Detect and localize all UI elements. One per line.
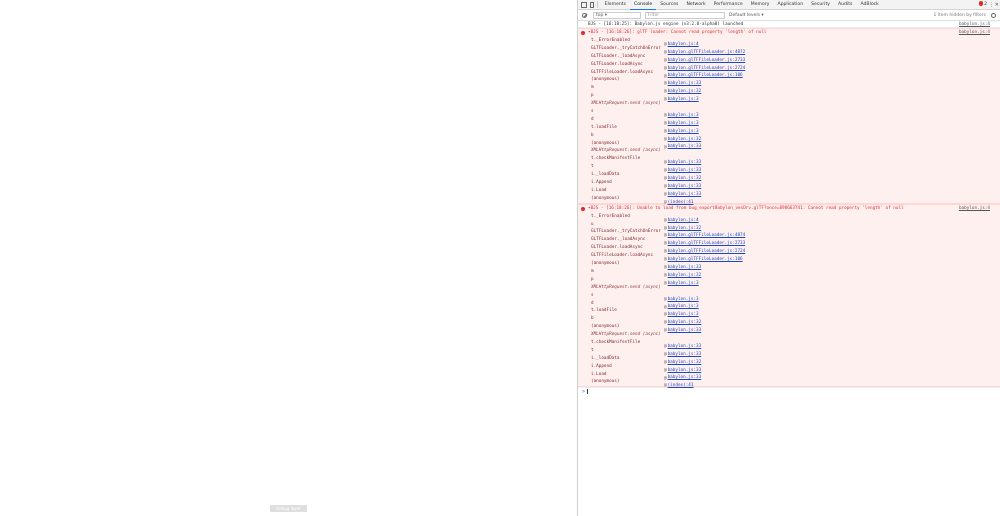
context-selector[interactable]: top ▾ (593, 12, 641, 19)
frame-at: @ (664, 351, 667, 357)
frame-function: d (591, 300, 594, 306)
frame-source-link[interactable]: babylon.js:33 (667, 264, 702, 270)
stack-frame (578, 92, 1000, 103)
error-count-badge[interactable] (979, 1, 987, 9)
stack-frame (578, 163, 1000, 174)
frame-function: t._ErrorEnabled (591, 38, 630, 43)
frame-source-link[interactable]: babylon.js:32 (667, 272, 702, 278)
async-label: XMLHttpRequest.send (async) (591, 284, 661, 290)
frame-source-link[interactable]: babylon.js:32 (667, 176, 702, 182)
devtools-tabbar (578, 0, 1000, 10)
frame-source-link[interactable]: babylon.glTFFileLoader.js:186 (667, 73, 743, 79)
stack-frame (578, 252, 1000, 263)
tab-sources[interactable]: Sources (660, 1, 679, 7)
frame-function: m (591, 268, 594, 274)
debug-layer-button[interactable]: Debug layer (270, 505, 307, 512)
frame-source-link[interactable]: babylon.js:33 (667, 351, 702, 357)
error-text: BJS - [16:18:26]: Unable to load from bug_export8abylon_vesDrv.glTF?once=898663741: Cannot read property 'length' of null (590, 205, 904, 211)
error-header[interactable]: ▾BJS - [16:18:26]: Unable to load from bug_export8abylon_vesDrv.glTF?once=898663741: Cannot read property 'length' of null babylon.js:4 (578, 205, 1000, 213)
console-info-message (578, 21, 1000, 28)
frame-source-link[interactable]: babylon.glTFFileLoader.js:2733 (667, 57, 746, 63)
frame-at: @ (664, 359, 667, 365)
frame-source-link[interactable]: babylon.js:33 (667, 160, 702, 166)
async-label: XMLHttpRequest.send (async) (591, 332, 661, 338)
devtools-tabs (601, 0, 883, 10)
stack-frame (578, 347, 1000, 355)
stack-frame (578, 244, 1000, 255)
console-error-message (578, 204, 1000, 388)
frame-at: @ (664, 73, 667, 79)
error-source-link[interactable]: babylon.js:4 (958, 30, 990, 35)
frame-at: @ (664, 112, 667, 118)
log-levels-label: Default levels (729, 12, 760, 18)
frame-function: t.checkManifestFile (591, 339, 641, 345)
hidden-items-count: 1 item hidden by filters (933, 12, 986, 18)
stack-frame (578, 371, 1000, 379)
frame-source-link[interactable]: babylon.js:3 (667, 128, 699, 134)
frame-source-link[interactable]: babylon.js:3 (667, 97, 699, 103)
frame-source-link[interactable]: babylon.js:33 (667, 375, 702, 381)
frame-at: @ (664, 272, 667, 278)
frame-source-link[interactable]: babylon.js:3 (667, 120, 699, 126)
frame-function: (anonymous) (591, 140, 620, 146)
stack-frame (578, 276, 1000, 284)
async-separator (578, 147, 1000, 155)
frame-source-link[interactable]: babylon.glTFFileLoader.js:2724 (667, 65, 746, 71)
stack-frame (578, 187, 1000, 195)
frame-source-link[interactable]: babylon.js:33 (667, 183, 702, 189)
error-text: BJS - [16:18:26]: glTF loader: Cannot read property 'length' of null (590, 30, 767, 35)
async-separator (578, 331, 1000, 339)
frame-at: @ (664, 199, 667, 205)
frame-function: GLTFLoader._loadAsync (591, 53, 646, 59)
frame-at: @ (664, 81, 667, 87)
frame-at: @ (664, 49, 667, 55)
stack-frame (578, 53, 1000, 61)
frame-at: @ (664, 57, 667, 63)
frame-source-link[interactable]: babylon.glTFFileLoader.js:2733 (667, 241, 746, 247)
stack-frame (578, 132, 1000, 140)
frame-source-link[interactable]: babylon.js:3 (667, 304, 699, 310)
close-devtools-icon[interactable]: ✕ (994, 2, 999, 8)
frame-function: GLTFFileLoader.loadAsync (591, 69, 654, 75)
frame-function: b (591, 132, 594, 138)
frame-at: @ (664, 233, 667, 239)
frame-source-link[interactable]: babylon.js:3 (667, 296, 699, 302)
prompt-caret (587, 389, 588, 394)
frame-source-link[interactable]: babylon.js:4 (667, 41, 699, 47)
frame-at: @ (664, 217, 667, 223)
console-messages (578, 21, 1000, 396)
async-label: XMLHttpRequest.send (async) (591, 148, 661, 154)
stack-frame (578, 236, 1000, 247)
frame-function: (anonymous) (591, 379, 620, 385)
frame-function: (anonymous) (591, 195, 620, 201)
frame-at: @ (664, 264, 667, 270)
frame-source-link[interactable]: babylon.js:4 (667, 217, 699, 223)
error-icon (581, 207, 585, 211)
stack-frame (578, 355, 1000, 363)
frame-source-link[interactable]: babylon.js:33 (667, 191, 702, 197)
inspect-element-icon[interactable] (581, 2, 587, 8)
stack-frame (578, 76, 1000, 87)
console-error-message (578, 28, 1000, 204)
frame-at: @ (664, 41, 667, 47)
log-levels-dropdown[interactable]: Default levels ▾ (729, 12, 764, 18)
frame-source-link[interactable]: babylon.js:33 (667, 367, 702, 373)
console-settings-icon[interactable] (991, 13, 996, 18)
error-icon (581, 31, 585, 35)
stack-frame (578, 300, 1000, 308)
frame-source-link[interactable]: babylon.js:33 (667, 81, 702, 87)
tabbar-divider (597, 1, 598, 8)
prompt-symbol: > (582, 389, 586, 396)
frame-at: @ (664, 343, 667, 349)
frame-source-link[interactable]: babylon.js:33 (667, 144, 702, 150)
frame-source-link[interactable]: (index):41 (667, 383, 694, 389)
stack-frame (578, 268, 1000, 276)
stack-frame (578, 213, 1000, 221)
frame-function: t.loadFile (591, 308, 617, 314)
stack-frame (578, 260, 1000, 268)
stack-frame (578, 45, 1000, 53)
frame-function: GLTFLoader.loadAsync (591, 61, 643, 67)
frame-source-link[interactable]: babylon.glTFFileLoader.js:4874 (667, 233, 746, 239)
console-toolbar (578, 10, 1000, 21)
frame-at: @ (664, 65, 667, 71)
frame-function: b (591, 316, 594, 322)
async-separator (578, 100, 1000, 108)
frame-at: @ (664, 97, 667, 103)
frame-at: @ (664, 168, 667, 174)
tab-performance[interactable]: Performance (713, 1, 743, 7)
frame-function: s (591, 109, 594, 115)
frame-at: @ (664, 136, 667, 142)
frame-function: i.Append (591, 180, 612, 186)
frame-function: p (591, 276, 594, 282)
stack-frame (578, 339, 1000, 347)
async-label: XMLHttpRequest.send (async) (591, 101, 661, 107)
frame-function: t (591, 164, 594, 170)
frame-function: GLTFLoader._tryCatchOnError (591, 229, 661, 235)
stack-frame (578, 124, 1000, 132)
frame-function: i.Load (591, 187, 607, 193)
frame-function: t (591, 347, 594, 353)
frame-source-link[interactable]: babylon.js:32 (667, 359, 702, 365)
stack-frame (578, 108, 1000, 116)
frame-function: i.Append (591, 363, 612, 369)
error-icon (979, 1, 984, 6)
frame-at: @ (664, 320, 667, 326)
frame-at: @ (664, 257, 667, 263)
frame-source-link[interactable]: babylon.js:32 (667, 320, 702, 326)
stack-frame (578, 69, 1000, 77)
context-value: top (596, 12, 604, 18)
frame-at: @ (664, 144, 667, 150)
frame-at: @ (664, 375, 667, 381)
frame-at: @ (664, 383, 667, 389)
stack-frame (578, 315, 1000, 326)
stack-frame (578, 292, 1000, 300)
frame-function: u (591, 221, 594, 227)
frame-function: (anonymous) (591, 324, 620, 330)
frame-function: t.loadFile (591, 124, 617, 130)
tab-security[interactable]: Security (811, 1, 830, 7)
frame-source-link[interactable]: babylon.js:3 (667, 112, 699, 118)
stack-frame (578, 155, 1000, 166)
frame-at: @ (664, 249, 667, 255)
frame-function: i._loadData (591, 355, 620, 361)
frame-function: t.checkManifestFile (591, 156, 641, 162)
frame-source-link[interactable]: babylon.glTFFileLoader.js:186 (667, 257, 743, 263)
tab-console[interactable]: Console (630, 0, 656, 10)
frame-function: m (591, 85, 594, 91)
frame-function: s (591, 292, 594, 298)
frame-source-link[interactable]: babylon.js:32 (667, 89, 702, 95)
frame-function: (anonymous) (591, 261, 620, 267)
error-header[interactable]: ▾BJS - [16:18:26]: glTF loader: Cannot read property 'length' of null babylon.js:4 (578, 29, 1000, 37)
frame-at: @ (664, 176, 667, 182)
frame-source-link[interactable]: babylon.glTFFileLoader.js:2724 (667, 249, 746, 255)
frame-at: @ (664, 328, 667, 334)
frame-at: @ (664, 89, 667, 95)
stack-frame (578, 195, 1000, 203)
frame-function: GLTFLoader._loadAsync (591, 237, 646, 243)
frame-function: GLTFLoader.loadAsync (591, 245, 643, 251)
device-toolbar-icon[interactable] (590, 2, 594, 8)
frame-at: @ (664, 120, 667, 126)
frame-source-link[interactable]: babylon.js:32 (667, 136, 702, 142)
stack-frame (578, 116, 1000, 124)
filter-input[interactable]: Filter (645, 12, 725, 19)
frame-at: @ (664, 241, 667, 247)
stack-frame (578, 84, 1000, 95)
frame-source-link[interactable]: babylon.js:33 (667, 328, 702, 334)
frame-at: @ (664, 312, 667, 318)
info-message-text: BJS - [16:18:25]: Babylon.js engine (v3.2.0-alpha8) launched (588, 22, 744, 27)
stack-frame (578, 140, 1000, 148)
frame-at: @ (664, 296, 667, 302)
clear-console-icon[interactable] (582, 13, 587, 18)
tab-adblock[interactable]: AdBlock (860, 1, 879, 7)
frame-at: @ (664, 280, 667, 286)
stack-frame (578, 179, 1000, 187)
stack-frame (578, 171, 1000, 182)
frame-source-link[interactable]: babylon.js:32 (667, 225, 702, 231)
frame-at: @ (664, 183, 667, 189)
frame-source-link[interactable]: babylon.js:3 (667, 312, 699, 318)
stack-frame (578, 225, 1000, 239)
frame-at: @ (664, 160, 667, 166)
frame-function: p (591, 93, 594, 99)
stack-frame (578, 378, 1000, 389)
tab-memory[interactable]: Memory (750, 1, 770, 7)
frame-at: @ (664, 191, 667, 197)
stack-frame (578, 363, 1000, 371)
frame-source-link[interactable]: babylon.js:33 (667, 343, 702, 349)
frame-function: t._ErrorEnabled (591, 213, 630, 219)
frame-function: (anonymous) (591, 77, 620, 83)
frame-source-link[interactable]: babylon.js:3 (667, 280, 699, 286)
frame-at: @ (664, 225, 667, 231)
error-count: 2 (984, 2, 987, 7)
frame-function: GLTFFileLoader.loadAsync (591, 253, 654, 259)
stack-frame (578, 37, 1000, 45)
frame-at: @ (664, 128, 667, 134)
tab-audits[interactable]: Audits (837, 1, 853, 7)
async-separator (578, 284, 1000, 292)
frame-source-link[interactable]: (index):41 (667, 199, 694, 205)
frame-function: i.Load (591, 371, 607, 377)
stack-frame (578, 61, 1000, 69)
frame-at: @ (664, 304, 667, 310)
frame-at: @ (664, 367, 667, 373)
frame-function: GLTFLoader._tryCatchOnError (591, 45, 661, 51)
tab-application[interactable]: Application (777, 1, 804, 7)
tab-elements[interactable]: Elements (604, 1, 627, 7)
error-source-link[interactable]: babylon.js:4 (958, 205, 990, 211)
tab-network[interactable]: Network (686, 1, 706, 7)
frame-function: i._loadData (591, 172, 620, 178)
stack-frame (578, 221, 1000, 229)
console-prompt[interactable] (578, 387, 1000, 396)
frame-source-link[interactable]: babylon.glTFFileLoader.js:4872 (667, 49, 746, 55)
frame-function: d (591, 116, 594, 122)
devtools-panel (577, 0, 1000, 516)
stack-frame (578, 307, 1000, 318)
stack-frame (578, 323, 1000, 334)
frame-source-link[interactable]: babylon.js:33 (667, 168, 702, 174)
info-message-source-link[interactable]: babylon.js:4 (958, 22, 990, 27)
more-options-icon[interactable]: ⋮ (989, 2, 994, 8)
